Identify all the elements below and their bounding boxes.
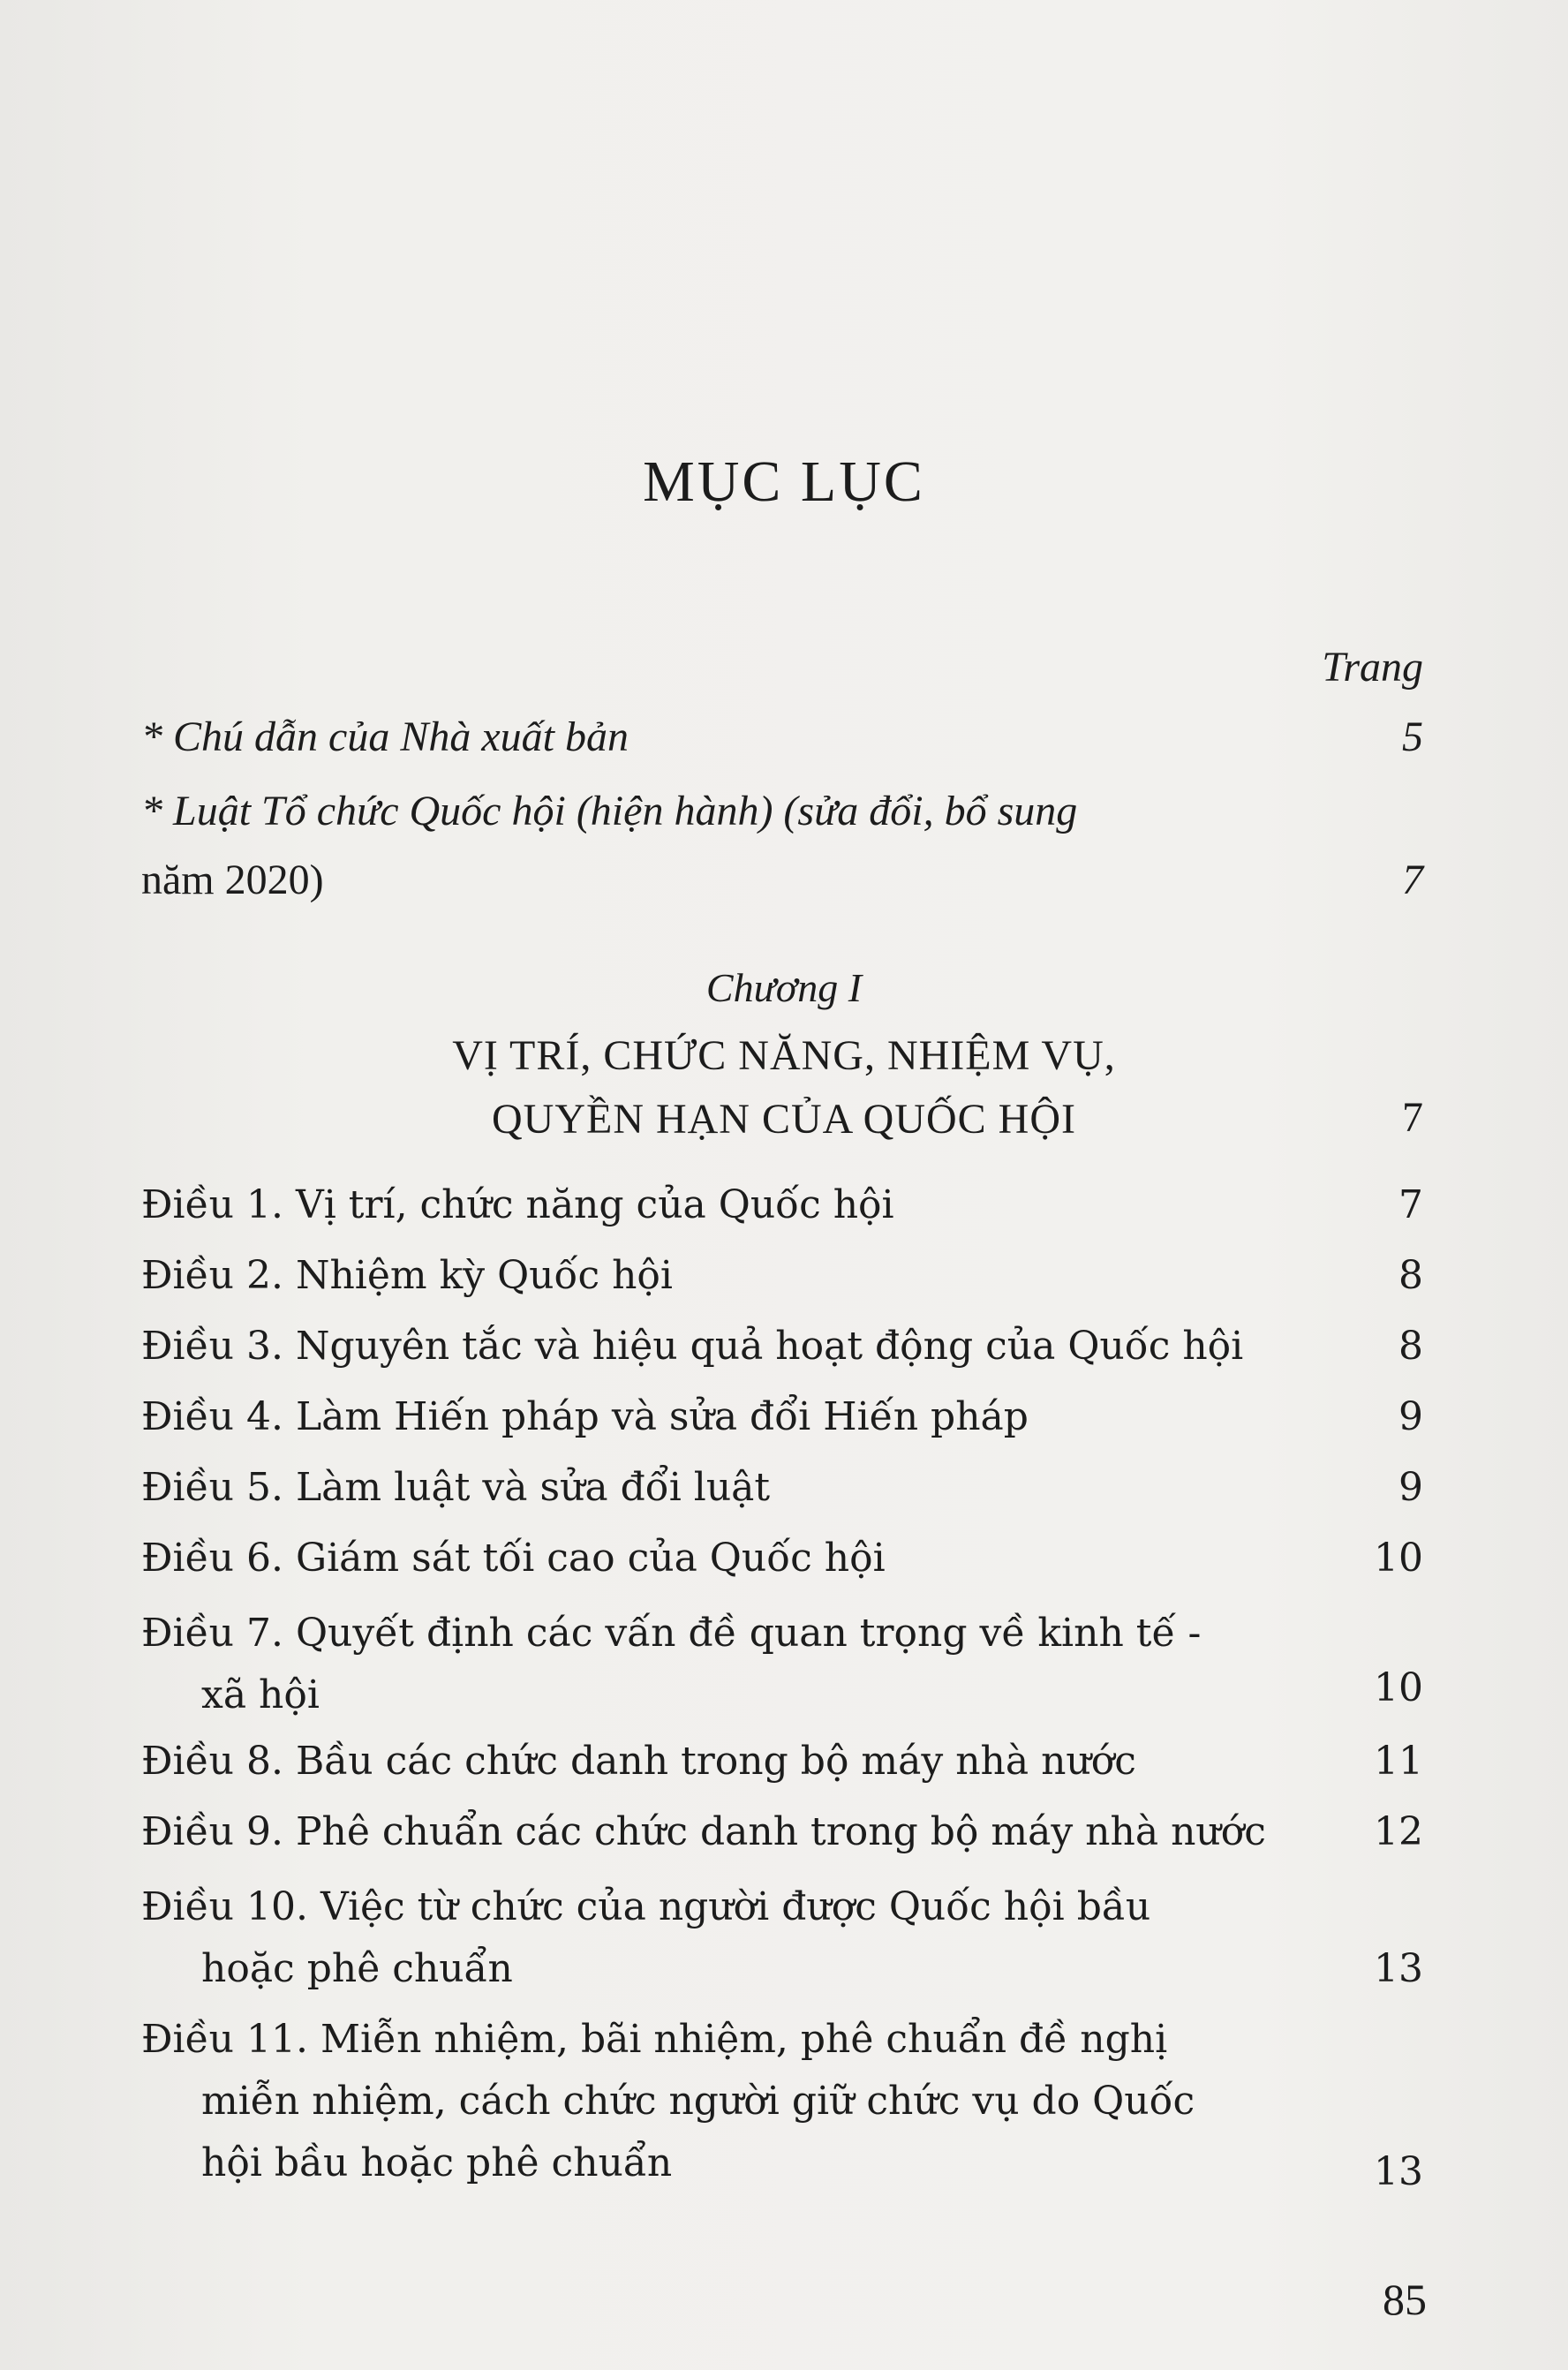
chapter-title — [0, 1024, 1568, 1151]
toc-entry-page: 9 — [1398, 1465, 1423, 1510]
toc-entry-text: Điều 8. Bầu các chức danh trong bộ máy nhà nước — [141, 1739, 1136, 1784]
toc-entry-page: 13 — [1374, 2149, 1423, 2194]
toc-entry-text: Điều 10. Việc từ chức của người được Quốc hội bầu — [141, 1884, 1151, 1929]
toc-entry-page: 10 — [1374, 1536, 1423, 1581]
toc-entry-text-cont: năm 2020) — [141, 857, 324, 903]
toc-entry-text-cont: miễn nhiệm, cách chức người giữ chức vụ do Quốc — [201, 2079, 1195, 2124]
toc-entry-text: Điều 3. Nguyên tắc và hiệu quả hoạt động của Quốc hội — [141, 1324, 1244, 1369]
toc-entry-law — [141, 777, 1423, 915]
chapter-page: 7 — [1402, 1094, 1423, 1141]
toc-entry-text: * Chú dẫn của Nhà xuất bản — [141, 713, 629, 760]
toc-entry-page: 12 — [1374, 1809, 1423, 1854]
toc-entry-publisher-note — [141, 706, 1423, 768]
toc-entry-text-cont: hội bầu hoặc phê chuẩn — [201, 2140, 673, 2185]
toc-entry-article-10 — [141, 1876, 1423, 2000]
toc-entry-text: Điều 9. Phê chuẩn các chức danh trong bộ máy nhà nước — [141, 1809, 1266, 1854]
toc-entry-page: 13 — [1374, 1946, 1423, 1991]
toc-entry-article-9 — [141, 1801, 1423, 1863]
toc-entry-page: 5 — [1402, 713, 1423, 760]
toc-entry-text: Điều 6. Giám sát tối cao của Quốc hội — [141, 1536, 886, 1581]
toc-entry-page: 10 — [1374, 1665, 1423, 1710]
toc-entry-article-5 — [141, 1457, 1423, 1519]
toc-entry-text: Điều 5. Làm luật và sửa đổi luật — [141, 1465, 771, 1510]
toc-entry-article-3 — [141, 1316, 1423, 1377]
page-number: 85 — [1383, 2275, 1427, 2324]
toc-entry-article-11 — [141, 2009, 1423, 2194]
toc-entry-article-1 — [141, 1174, 1423, 1236]
chapter-label: Chương I — [705, 965, 863, 1010]
toc-entry-page: 11 — [1374, 1739, 1423, 1784]
chapter-title-line1: VỊ TRÍ, CHỨC NĂNG, NHIỆM VỤ, — [452, 1032, 1116, 1079]
toc-entry-page: 8 — [1398, 1324, 1423, 1369]
toc-entry-text: Điều 7. Quyết định các vấn đề quan trọng về kinh tế - — [141, 1611, 1202, 1656]
page-column-label: Trang — [1322, 644, 1423, 691]
toc-entry-text: * Luật Tổ chức Quốc hội (hiện hành) (sửa đổi, bổ sung — [141, 788, 1078, 834]
toc-entry-text: Điều 1. Vị trí, chức năng của Quốc hội — [141, 1182, 894, 1227]
chapter-title-line2: QUYỀN HẠN CỦA QUỐC HỘI — [492, 1096, 1076, 1143]
toc-entry-article-8 — [141, 1731, 1423, 1793]
toc-entry-text-cont: xã hội — [201, 1672, 320, 1717]
toc-entry-article-7 — [141, 1603, 1423, 1726]
toc-entry-text: Điều 2. Nhiệm kỳ Quốc hội — [141, 1253, 673, 1298]
toc-entry-page: 7 — [1398, 1182, 1423, 1227]
page-title: MỤC LỤC — [643, 449, 925, 514]
toc-entry-page: 8 — [1398, 1253, 1423, 1298]
toc-entry-page: 7 — [1402, 857, 1423, 903]
toc-entry-text: Điều 4. Làm Hiến pháp và sửa đổi Hiến pháp — [141, 1394, 1029, 1439]
toc-entry-article-2 — [141, 1245, 1423, 1307]
toc-entry-text: Điều 11. Miễn nhiệm, bãi nhiệm, phê chuẩn đề nghị — [141, 2017, 1168, 2062]
toc-entry-article-4 — [141, 1386, 1423, 1448]
toc-entry-text-cont: hoặc phê chuẩn — [201, 1946, 513, 1991]
toc-entry-article-6 — [141, 1528, 1423, 1589]
toc-entry-page: 9 — [1398, 1394, 1423, 1439]
